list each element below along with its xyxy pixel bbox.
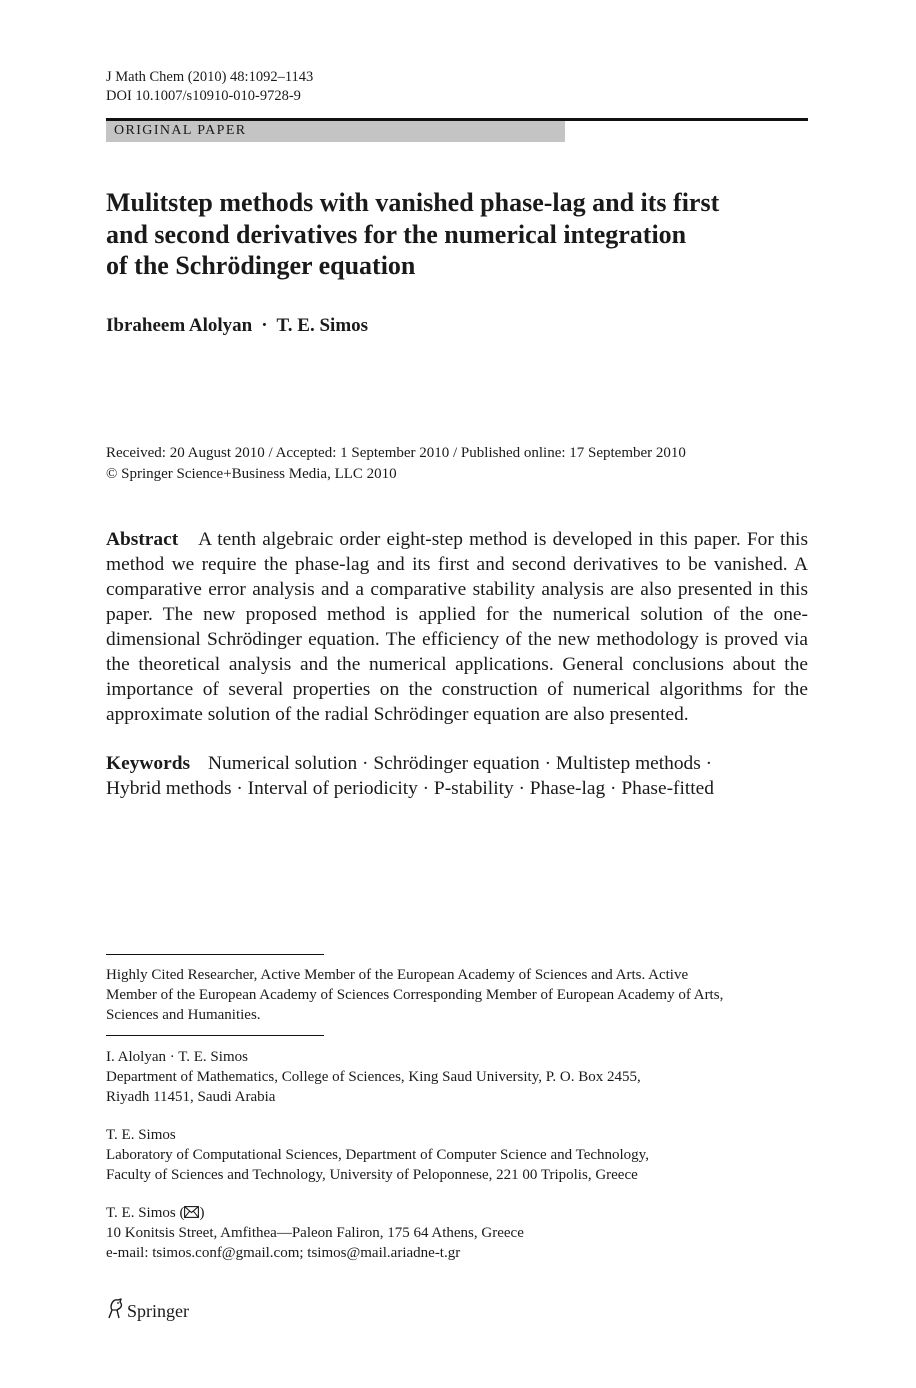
affiliation-1-names: I. Alolyan · T. E. Simos — [106, 1049, 248, 1065]
affiliation-1 — [106, 1047, 808, 1107]
journal-info — [106, 68, 313, 106]
affiliation-1-line-1: Department of Mathematics, College of Sciences, King Saud University, P. O. Box 2455, — [106, 1069, 641, 1085]
footnote-rule — [106, 954, 324, 955]
footnote-line-2: Member of the European Academy of Sciences Corresponding Member of European Academy of Arts, — [106, 987, 724, 1003]
paper-type-badge — [106, 121, 565, 142]
keywords-line-2: Hybrid methods · Interval of periodicity · P-stability · Phase-lag · Phase-fitted — [106, 778, 714, 799]
affiliation-3-close: ) — [199, 1205, 205, 1221]
affiliation-3-email: e-mail: tsimos.conf@gmail.com; tsimos@mail.ariadne-t.gr — [106, 1245, 461, 1261]
abstract — [106, 527, 808, 727]
doi: DOI 10.1007/s10910-010-9728-9 — [106, 88, 301, 104]
copyright: © Springer Science+Business Media, LLC 2010 — [106, 466, 397, 482]
affiliation-3 — [106, 1203, 808, 1263]
footnote-line-1: Highly Cited Researcher, Active Member of the European Academy of Sciences and Arts. Active — [106, 967, 689, 983]
publisher-footer — [106, 1298, 189, 1322]
keywords-heading: Keywords — [106, 753, 191, 774]
journal-citation: J Math Chem (2010) 48:1092–1143 — [106, 69, 314, 85]
springer-logo-icon — [106, 1298, 124, 1320]
paper-type-label: ORIGINAL PAPER — [114, 123, 247, 138]
title-line-3: of the Schrödinger equation — [106, 251, 416, 280]
corresponding-author — [106, 1203, 808, 1223]
abstract-heading: Abstract — [106, 529, 179, 550]
title-line-1: Mulitstep methods with vanished phase-lag and its first — [106, 188, 720, 217]
publisher-name: Springer — [127, 1301, 189, 1321]
affiliation-3-line-1: 10 Konitsis Street, Amfithea—Paleon Faliron, 175 64 Athens, Greece — [106, 1225, 524, 1241]
author-simos: T. E. Simos — [276, 315, 369, 336]
abstract-text: A tenth algebraic order eight-step method is developed in this paper. For this method we require the phase-lag and its first and second derivatives to be vanished. A comparative error analysis and a comparative stability analysis are also presented in this paper. The new proposed method is applied for the numerical solution of the one-dimensional Schrödinger equation. The efficiency of the new methodology is proved via the theoretical analysis and the numerical applications. General conclusions about the importance of several properties on the construction of numerical algorithms for the approximate solution of the radial Schrödinger equation are also presented. — [106, 529, 808, 725]
keywords-line-1: Numerical solution · Schrödinger equation · Multistep methods · — [208, 753, 713, 774]
paper-title — [106, 187, 826, 282]
affiliation-2-name: T. E. Simos — [106, 1127, 176, 1143]
author-list — [106, 315, 368, 337]
affiliation-1-line-2: Riyadh 11451, Saudi Arabia — [106, 1089, 276, 1105]
footnote-line-3: Sciences and Humanities. — [106, 1007, 261, 1023]
affiliation-rule — [106, 1035, 324, 1036]
title-line-2: and second derivatives for the numerical integration — [106, 219, 687, 249]
affiliation-2-line-1: Laboratory of Computational Sciences, Department of Computer Science and Technology, — [106, 1147, 649, 1163]
affiliation-3-name: T. E. Simos ( — [106, 1205, 185, 1221]
publication-dates — [106, 443, 686, 485]
author-separator: · — [261, 315, 268, 336]
author-alolyan: Ibraheem Alolyan — [106, 315, 253, 336]
affiliation-2-line-2: Faculty of Sciences and Technology, University of Peloponnese, 221 00 Tripolis, Greece — [106, 1167, 638, 1183]
footnote — [106, 965, 808, 1025]
received-accepted-published: Received: 20 August 2010 / Accepted: 1 September 2010 / Published online: 17 September 2010 — [106, 445, 686, 461]
envelope-icon — [184, 1206, 199, 1218]
affiliation-2 — [106, 1125, 808, 1185]
keywords — [106, 751, 808, 801]
